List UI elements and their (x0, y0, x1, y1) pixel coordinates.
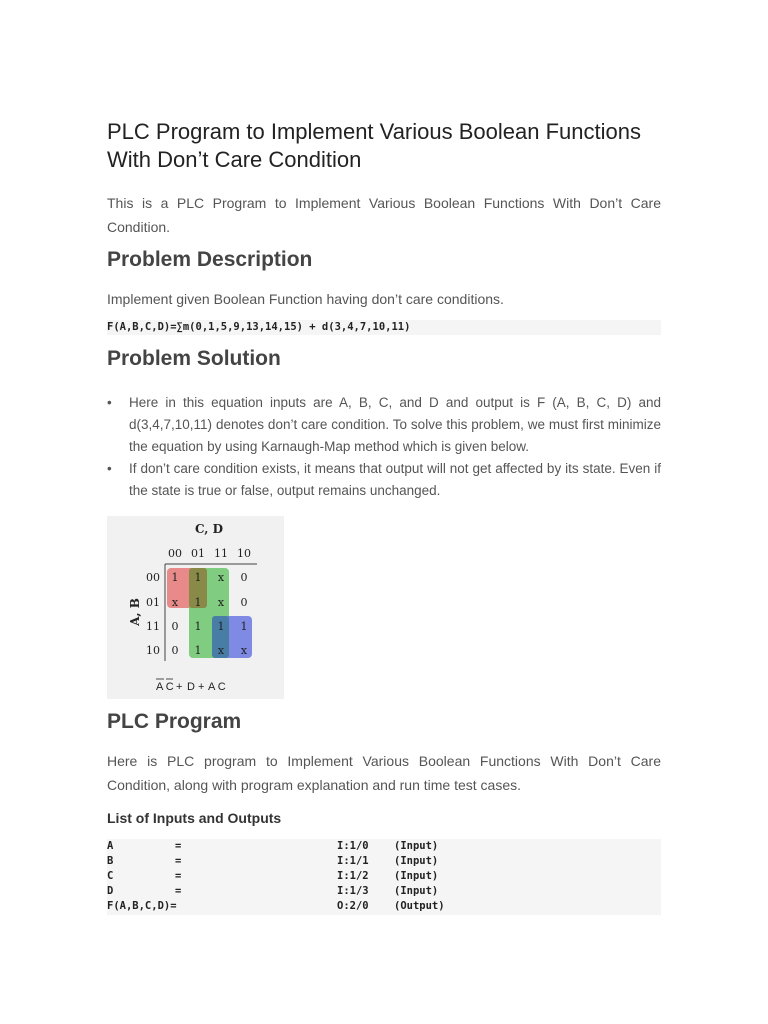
problem-description-text: Implement given Boolean Function having don’t care conditions. (107, 291, 504, 307)
kmap-col-label: 01 (191, 547, 205, 560)
kmap-cell: x (171, 596, 179, 609)
bullet-icon: • (107, 395, 112, 410)
table-row (107, 899, 661, 914)
list-item (107, 458, 661, 502)
io-address: I:1/2 (337, 870, 369, 882)
io-type: (Input) (394, 840, 439, 852)
kmap-cell: 1 (194, 596, 202, 609)
kmap-cell: 0 (240, 596, 248, 609)
io-address: I:1/1 (337, 855, 369, 867)
kmap-result-op: + (173, 681, 186, 693)
io-eq: = (175, 840, 182, 852)
io-code-block (107, 839, 661, 915)
function-code-block: F(A,B,C,D)=∑m(0,1,5,9,13,14,15) + d(3,4,7,10,11) (107, 320, 661, 335)
table-row (107, 839, 661, 854)
io-type: (Input) (394, 870, 439, 882)
kmap-result-term: A C (208, 681, 226, 693)
kmap-cell: 1 (217, 620, 225, 633)
kmap-cell: 1 (171, 571, 179, 584)
kmap-cell: 1 (240, 620, 248, 633)
table-row (107, 869, 661, 884)
kmap-cell: 1 (194, 620, 202, 633)
kmap-result (156, 679, 226, 693)
io-name: C (107, 870, 114, 882)
kmap-row-label: 10 (146, 644, 160, 657)
page-title: PLC Program to Implement Various Boolean Functions With Don’t Care Condition (107, 119, 641, 172)
io-type: (Input) (394, 885, 439, 897)
kmap-cell: 0 (240, 571, 248, 584)
io-address: I:1/0 (337, 840, 369, 852)
io-eq: = (175, 870, 182, 882)
io-name: A (107, 840, 114, 852)
kmap-cell: 1 (194, 571, 202, 584)
intro-paragraph: This is a PLC Program to Implement Various Boolean Functions With Don’t Care Condition. (107, 195, 661, 235)
kmap-cell: 0 (171, 620, 179, 633)
kmap-cell: 0 (171, 644, 179, 657)
kmap-result-term: D (187, 681, 195, 693)
kmap-col-label: 00 (168, 547, 182, 560)
kmap-col-variable: C, D (194, 522, 224, 536)
karnaugh-map-figure (107, 516, 284, 699)
kmap-result-term: A C (156, 681, 174, 693)
plc-program-text: Here is PLC program to Implement Various Boolean Functions With Don’t Care Condition, along with program explanation and run time test cases. (107, 753, 661, 793)
list-item (107, 392, 661, 458)
io-name: D (107, 885, 114, 897)
kmap-row-label: 01 (146, 596, 160, 609)
kmap-cell: 1 (194, 644, 202, 657)
list-item-text: Here in this equation inputs are A, B, C, and D and output is F (A, B, C, D) and d(3,4,7,10,11) denotes don’t care condition. To solve this problem, we must first minimize the equation by using Karnaugh-Map method which is given below. (129, 395, 661, 454)
io-list-heading: List of Inputs and Outputs (107, 810, 282, 826)
plc-program-heading: PLC Program (107, 710, 242, 733)
kmap-row-label: 00 (146, 571, 160, 584)
io-type: (Input) (394, 855, 439, 867)
kmap-cell: x (240, 644, 248, 657)
io-type: (Output) (394, 900, 445, 912)
kmap-cell: x (217, 644, 225, 657)
table-row (107, 884, 661, 899)
problem-solution-heading: Problem Solution (107, 347, 281, 370)
io-name: F(A,B,C,D)= (107, 900, 177, 912)
io-address: I:1/3 (337, 885, 369, 897)
kmap-result-op: + (195, 681, 208, 693)
problem-description-heading: Problem Description (107, 248, 313, 271)
bullet-icon: • (107, 461, 112, 476)
kmap-col-label: 11 (214, 547, 228, 560)
io-address: O:2/0 (337, 900, 369, 912)
karnaugh-map (107, 516, 284, 699)
solution-list (107, 392, 661, 502)
kmap-row-variable: A, B (128, 598, 142, 626)
kmap-cell: x (217, 596, 225, 609)
io-name: B (107, 855, 114, 867)
kmap-row-label: 11 (146, 620, 160, 633)
list-item-text: If don’t care condition exists, it means that output will not get affected by its state. Even if the state is true or false, output remains unchanged. (129, 461, 661, 498)
kmap-cell: x (217, 571, 225, 584)
table-row (107, 854, 661, 869)
io-eq: = (175, 855, 182, 867)
kmap-col-label: 10 (237, 547, 251, 560)
io-eq: = (175, 885, 182, 897)
